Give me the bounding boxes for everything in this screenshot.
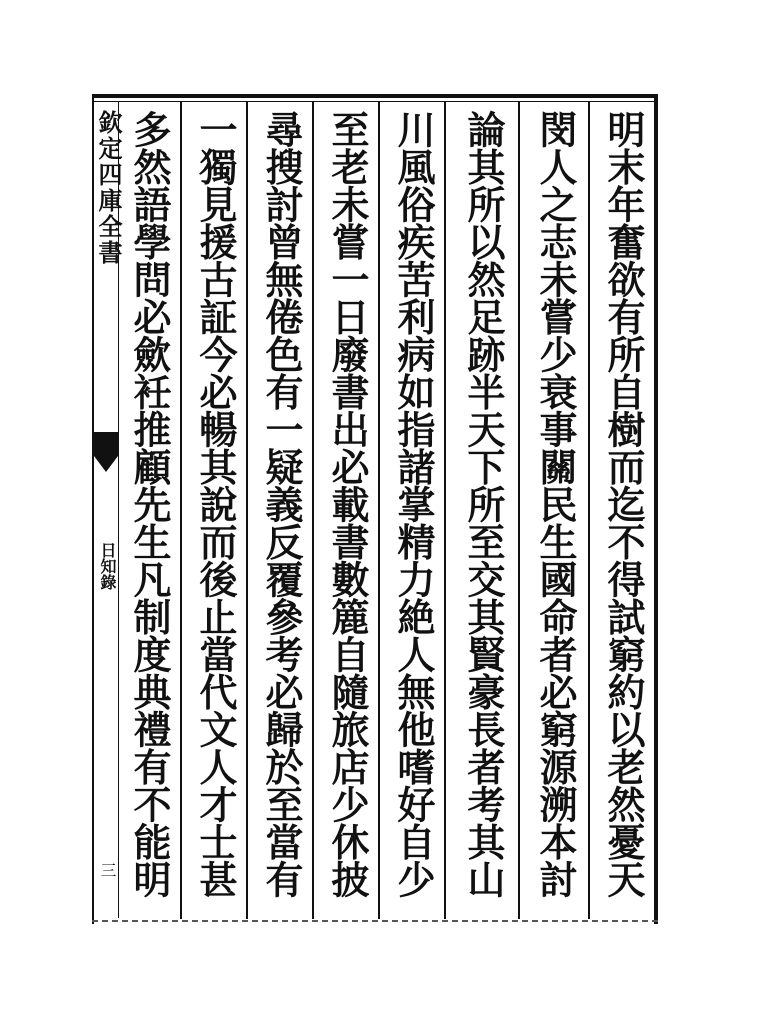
margin-divider <box>118 102 119 918</box>
column-rule <box>588 101 590 919</box>
column-text: 論其所以然足跡半天下所至交其賢豪長者考其山 <box>461 110 506 898</box>
column-rule <box>378 101 380 919</box>
column-text: 明末年奮欲有所自樹而迄不得試窮約以老然憂天 <box>601 110 646 898</box>
text-column-6 <box>252 110 310 918</box>
text-column-4 <box>384 110 442 918</box>
page-number: 三 <box>98 862 117 878</box>
column-text: 閔人之志未嘗少衰事關民生國命者必窮源溯本討 <box>533 110 578 898</box>
text-column-5 <box>318 110 376 918</box>
book-title: 欽定四庫全書 <box>94 110 123 266</box>
chapter-label: 日知錄 <box>98 542 117 590</box>
text-column-1 <box>594 110 652 918</box>
frame-top-inner-border <box>92 101 658 102</box>
column-text: 一獨見援古証今必暢其說而後止當代文人才士甚 <box>193 110 238 898</box>
frame-bottom-border <box>92 920 658 922</box>
book-margin <box>94 102 123 918</box>
frame-right-border <box>654 94 658 924</box>
column-rule <box>246 101 248 919</box>
text-column-2 <box>526 110 584 918</box>
column-text: 川風俗疾苦利病如指諸掌精力絶人無他嗜好自少 <box>391 110 436 898</box>
column-text: 尋搜討曾無倦色有一疑義反覆參考必歸於至當有 <box>259 110 304 898</box>
text-column-3 <box>454 110 512 918</box>
column-rule <box>180 101 182 919</box>
column-rule <box>312 101 314 919</box>
text-column-8 <box>120 110 178 918</box>
fishtail-mark <box>94 432 118 472</box>
column-rule <box>518 101 520 919</box>
frame-top-border <box>92 94 658 98</box>
text-column-7 <box>186 110 244 918</box>
column-rule <box>444 101 446 919</box>
column-text: 至老未嘗一日廢書出必載書數簏自隨旅店少休披 <box>325 110 370 898</box>
column-text: 多然語學問必歛衽推顧先生凡制度典禮有不能明 <box>127 110 172 898</box>
